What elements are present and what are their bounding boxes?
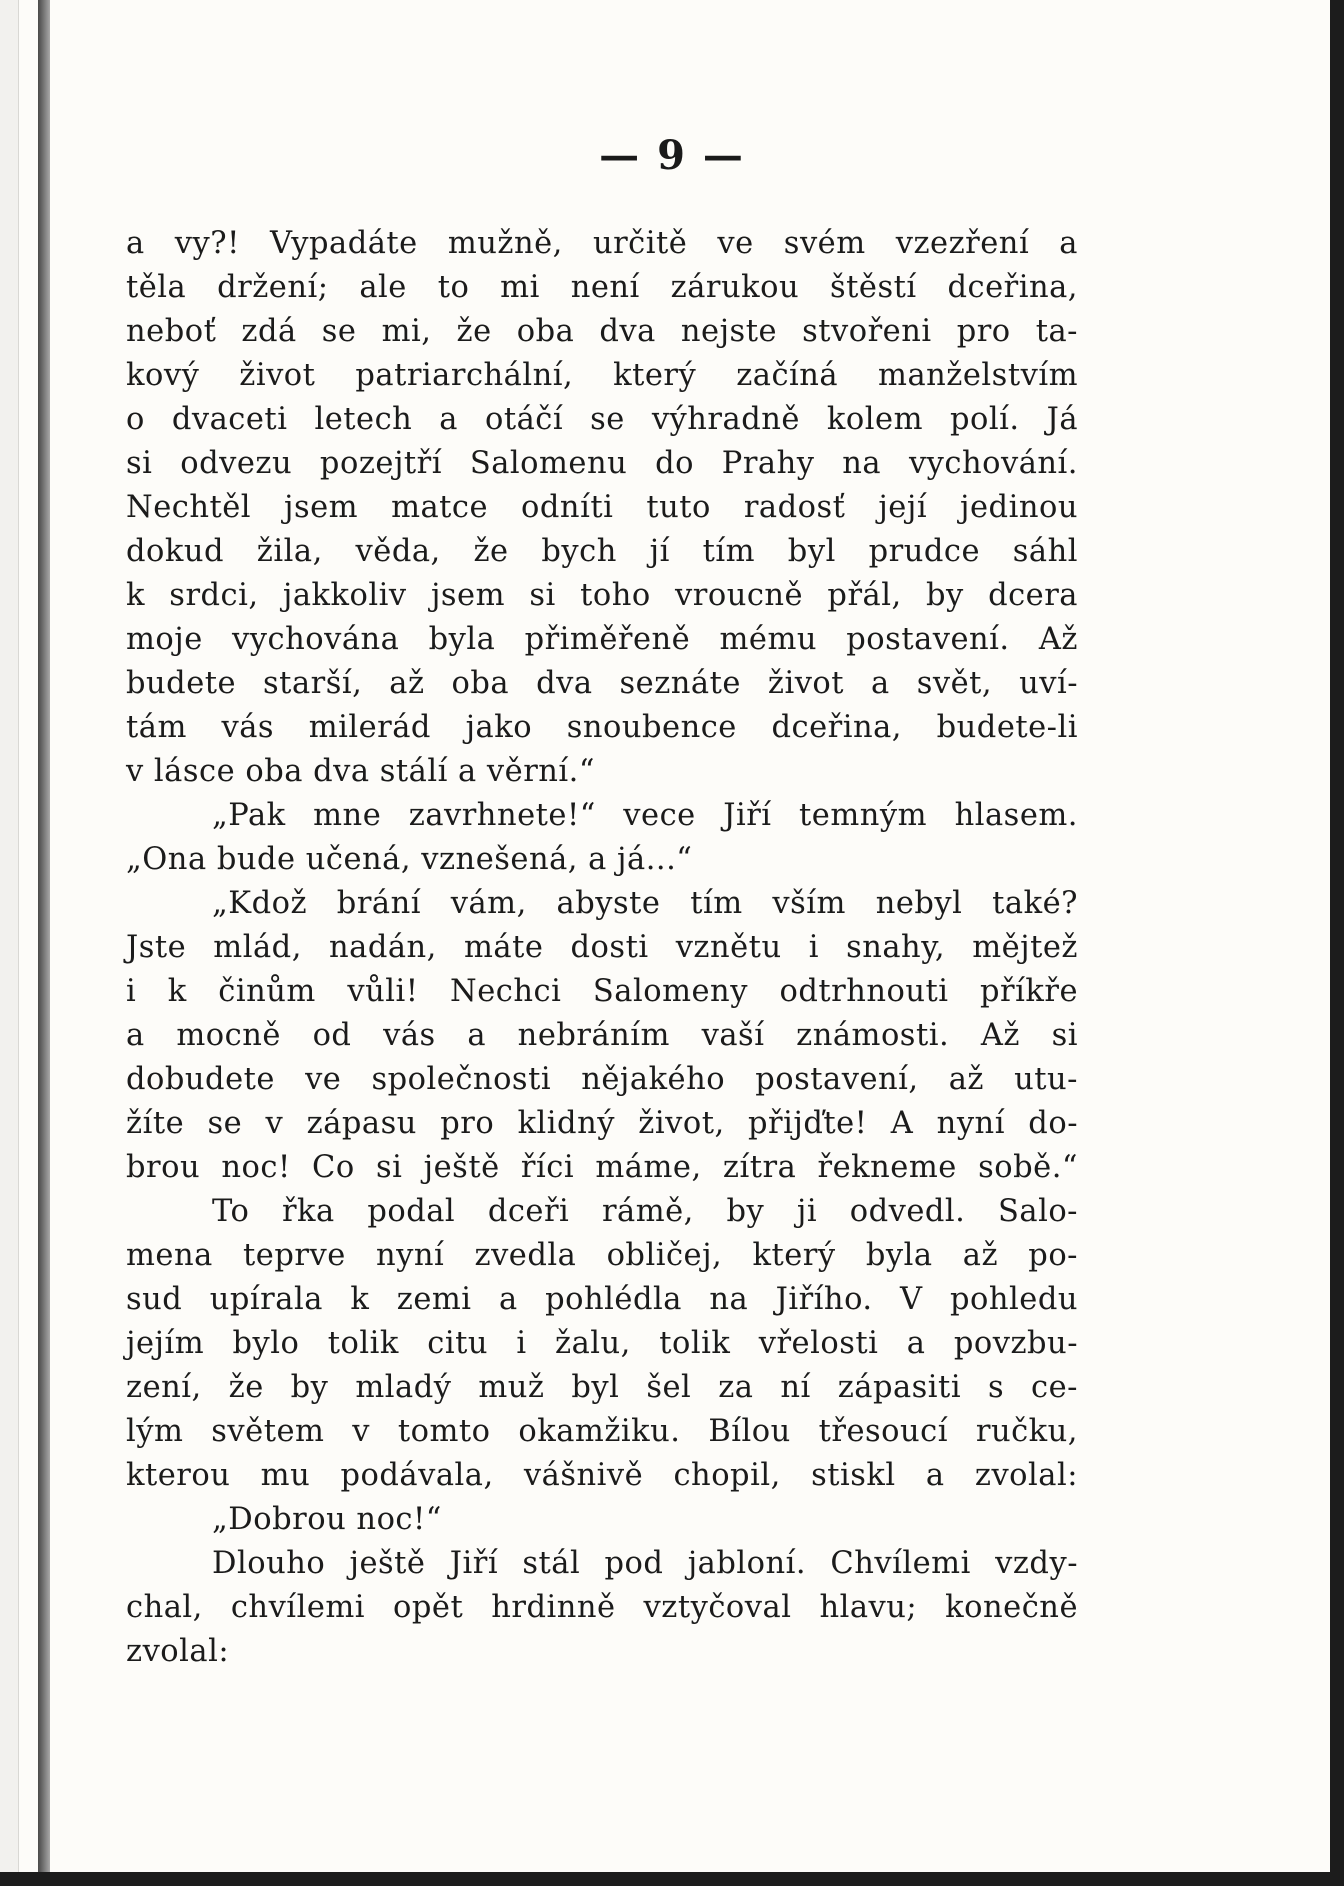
text-line: dokud žila, věda, že bych jí tím byl prudce sáhl [126, 534, 1078, 569]
text-line: Jste mlád, nadán, máte dosti vznětu i snahy, mějtež [126, 930, 1078, 965]
page-number: — 9 — [599, 132, 745, 179]
text-line: Nechtěl jsem matce odníti tuto radosť její jedinou [126, 490, 1078, 525]
text-line: moje vychována byla přiměřeně mému postavení. Až [126, 622, 1078, 657]
text-line: „Pak mne zavrhnete!“ vece Jiří temným hlasem. [212, 798, 1078, 833]
text-line: zvolal: [126, 1634, 230, 1669]
text-line: a mocně od vás a nebráním vaší známosti. Až si [126, 1018, 1078, 1053]
text-line: žíte se v zápasu pro klidný život, přijďte! A nyní do- [126, 1106, 1078, 1141]
text-line: zení, že by mladý muž byl šel za ní zápasiti s ce- [126, 1370, 1078, 1405]
text-line: „Dobrou noc!“ [212, 1502, 442, 1537]
text-line: tám vás milerád jako snoubence dceřina, budete-li [126, 710, 1078, 745]
text-line: v lásce oba dva stálí a věrní.“ [126, 754, 595, 789]
text-line: sud upírala k zemi a pohlédla na Jiřího. V pohledu [126, 1282, 1078, 1317]
text-line: neboť zdá se mi, že oba dva nejste stvořeni pro ta- [126, 314, 1078, 349]
text-line: kterou mu podávala, vášnivě chopil, stiskl a zvolal: [126, 1458, 1078, 1493]
text-line: těla držení; ale to mi není zárukou štěstí dceřina, [126, 270, 1078, 305]
text-line: brou noc! Co si ještě říci máme, zítra řekneme sobě.“ [126, 1150, 1078, 1185]
book-spine-shadow [38, 0, 50, 1886]
text-line: k srdci, jakkoliv jsem si toho vroucně přál, by dcera [126, 578, 1078, 613]
text-line: To řka podal dceři rámě, by ji odvedl. Salo- [212, 1194, 1078, 1229]
page-left-margin [0, 0, 19, 1886]
scan-right-border [1330, 0, 1344, 1886]
body-text [126, 222, 1078, 1674]
text-line: kový život patriarchální, který začíná manželstvím [126, 358, 1078, 393]
text-line: dobudete ve společnosti nějakého postavení, až utu- [126, 1062, 1078, 1097]
text-line: budete starší, až oba dva seznáte život a svět, uví- [126, 666, 1078, 701]
text-line: si odvezu pozejtří Salomenu do Prahy na vychování. [126, 446, 1078, 481]
text-line: Dlouho ještě Jiří stál pod jabloní. Chvílemi vzdy- [212, 1546, 1078, 1581]
text-line: a vy?! Vypadáte mužně, určitě ve svém vzezření a [126, 226, 1078, 261]
text-line: jejím bylo tolik citu i žalu, tolik vřelosti a povzbu- [126, 1326, 1078, 1361]
scan-bottom-border [0, 1872, 1344, 1886]
text-line: lým světem v tomto okamžiku. Bílou třesoucí ručku, [126, 1414, 1078, 1449]
text-line: o dvaceti letech a otáčí se výhradně kolem polí. Já [126, 402, 1078, 437]
text-line: chal, chvílemi opět hrdinně vztyčoval hlavu; konečně [126, 1590, 1078, 1625]
text-line: „Ona bude učená, vznešená, a já...“ [126, 842, 693, 877]
text-line: i k činům vůli! Nechci Salomeny odtrhnouti příkře [126, 974, 1078, 1009]
text-line: „Kdož brání vám, abyste tím vším nebyl také? [212, 886, 1078, 921]
text-line: mena teprve nyní zvedla obličej, který byla až po- [126, 1238, 1078, 1273]
